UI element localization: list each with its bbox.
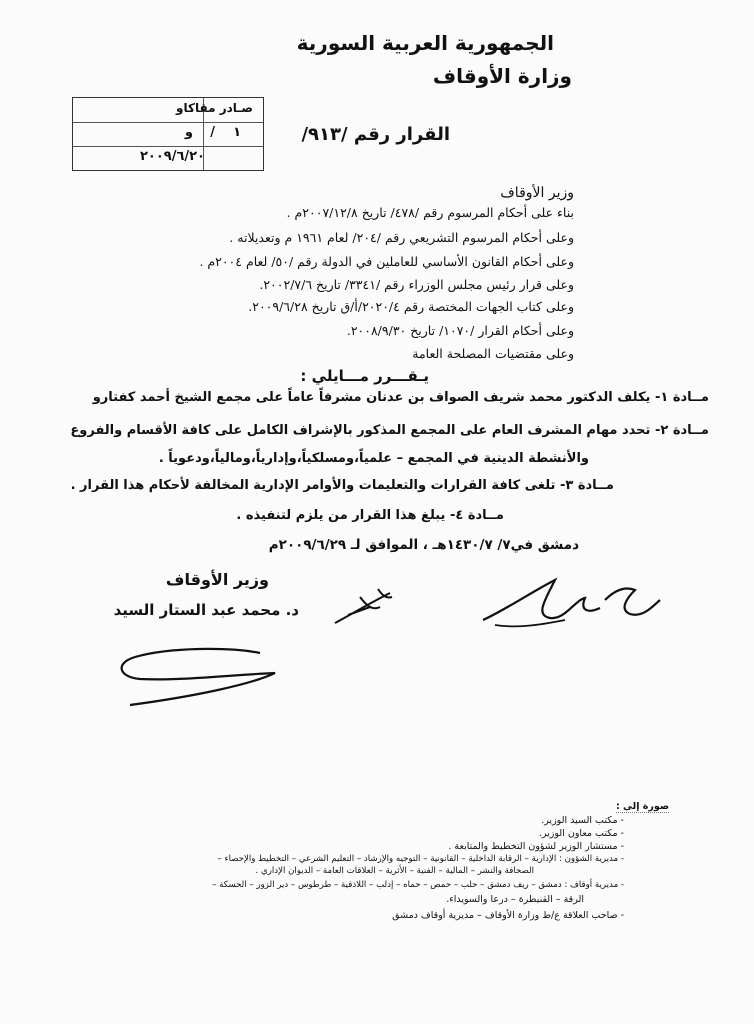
article-2: مــادة ٢- تحدد مهام المشرف العام على المجمع المذكور بالإشراف الكامل على كافة الأقسام والفروع (70, 423, 709, 438)
cc-item: - مستشار الوزير لشؤون التخطيط والمتابعة . (448, 841, 624, 852)
registry-stamp (72, 97, 264, 171)
issuer-title: وزير الأوقاف (500, 185, 574, 201)
preamble-line: وعلى أحكام المرسوم التشريعي رقم /٢٠٤/ لعام ١٩٦١ م وتعديلاته . (229, 230, 574, 245)
article-1: مــادة ١- يكلف الدكتور محمد شريف الصواف بن عدنان مشرفاً عاماً على مجمع الشيخ أحمد كفتارو (92, 390, 709, 405)
article-2-continued: والأنشطة الدينية في المجمع – علمياً،ومسلكياً،وإدارياً،ومالياً،ودعوياً . (158, 451, 589, 466)
stamp-number: ١ (233, 125, 241, 140)
republic-heading: الجمهورية العربية السورية (296, 31, 554, 55)
cc-item: - مكتب السيد الوزير. (541, 815, 624, 826)
preamble-line: بناء على أحكام المرسوم رقم /٤٧٨/ تاريخ ٢٠٠٧/١٢/٨م . (286, 205, 574, 220)
signature-flourish (110, 645, 285, 710)
preamble-line: وعلى أحكام القانون الأساسي للعاملين في الدولة رقم /٥٠/ لعام ٢٠٠٤م . (199, 254, 574, 269)
stamp-date: ٢٠٠٩/٦/٢٠ (139, 149, 205, 164)
stamp-slash: / (210, 125, 215, 140)
cc-item: الرقة – القنيطرة – درعا والسويداء. (446, 894, 584, 905)
signature-name: د. محمد عبد الستار السيد (113, 601, 299, 619)
stamp-issued-label: صـادر مقاكاو (176, 101, 253, 115)
preamble-line: وعلى مقتضيات المصلحة العامة (412, 346, 574, 361)
cc-item: - مديرية الشؤون : الإدارية – الرقابة الداخلية – القانونية – التوجيه والإرشاد – التعليم الشرعي – التخطيط والإحصاء – (217, 854, 624, 864)
signature-scribble-large (475, 570, 665, 640)
signature-scribble-small (330, 585, 400, 630)
article-4: مــادة ٤- يبلغ هذا القرار من يلزم لتنفيذه . (236, 508, 504, 523)
cc-heading: صورة إلى : (615, 801, 669, 812)
ministry-heading: وزارة الأوقاف (432, 64, 572, 88)
cc-item: - صاحب العلاقة ع/ط وزارة الأوقاف – مديرية أوقاف دمشق (392, 910, 624, 921)
cc-item: - مكتب معاون الوزير. (538, 828, 624, 839)
decision-number: القرار رقم /٩١٣/ (301, 124, 450, 145)
signature-title: وزير الأوقاف (165, 570, 269, 589)
stamp-letter: و (184, 125, 193, 140)
preamble-line: وعلى قرار رئيس مجلس الوزراء رقم /٣٣٤١/ تاريخ ٢٠٠٢/٧/٦. (259, 277, 574, 292)
preamble-line: وعلى أحكام القرار /١٠٧٠/ تاريخ ٢٠٠٨/٩/٣٠. (346, 323, 574, 338)
article-3: مــادة ٣- تلغى كافة القرارات والتعليمات والأوامر الإدارية المخالفة لأحكام هذا القرار . (70, 478, 614, 493)
preamble-line: وعلى كتاب الجهات المختصة رقم ٢٠٢٠/٤/أ/ق تاريخ ٢٠٠٩/٦/٢٨. (248, 299, 574, 314)
date-line: دمشق في٧/ ١٤٣٠/٧هـ ، الموافق لـ ٢٠٠٩/٦/٢٩م (268, 537, 579, 553)
cc-item: الصحافة والنشر – المالية – الفنية – الأثرية – العلاقات العامة – الديوان الإداري . (255, 866, 534, 876)
decides-heading: يـقـــرر مـــايلي : (300, 367, 429, 385)
cc-item: - مديرية أوقاف : دمشق – ريف دمشق – حلب – حمص – حماه – إدلب – اللاذقية – طرطوس – دير الزور – الحسكة – (212, 880, 624, 890)
